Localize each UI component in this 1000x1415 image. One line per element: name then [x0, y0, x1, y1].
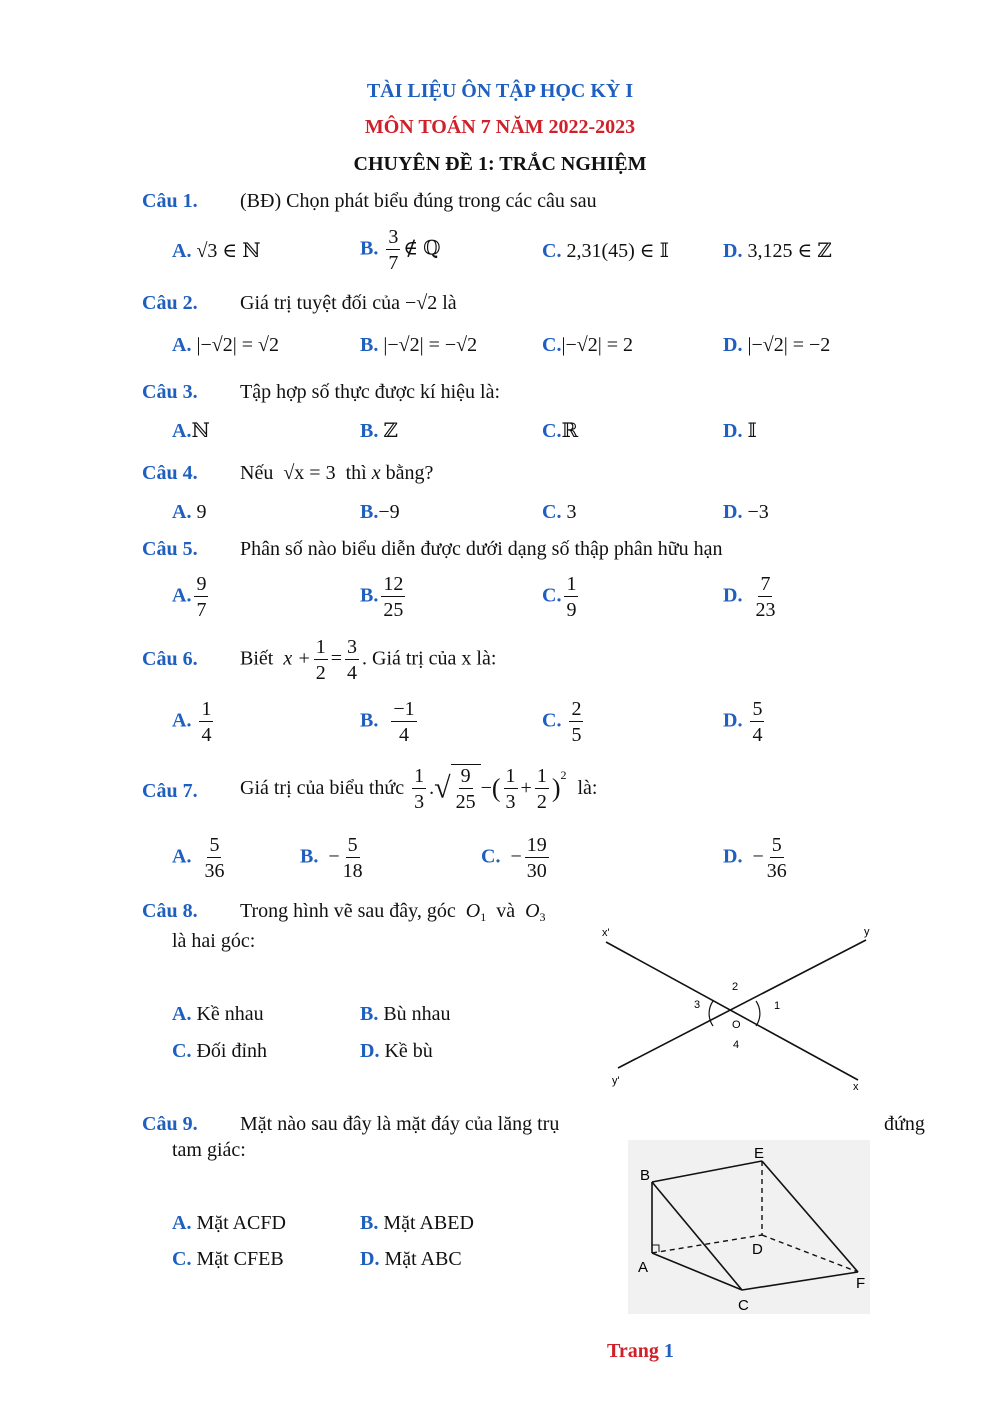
question-7-label: Câu 7. [142, 780, 198, 802]
option-label: A. [172, 334, 192, 356]
label-angle-4: 4 [733, 1039, 740, 1051]
option-label: D. [723, 240, 743, 262]
question-5-label: Câu 5. [142, 538, 198, 560]
q5-option-c[interactable] [542, 573, 581, 621]
q2-option-b[interactable] [360, 334, 477, 357]
figure-background [628, 1140, 870, 1314]
question-4-text: Nếu √x = 3 thì x bằng? [240, 462, 434, 484]
q5-option-a[interactable] [172, 573, 211, 621]
header-title-3: CHUYÊN ĐỀ 1: TRẮC NGHIỆM [353, 153, 647, 175]
option-label: C. [542, 240, 562, 262]
fraction: $\frac{9}{7}$ [196, 573, 207, 621]
q6-option-d[interactable] [723, 698, 767, 746]
fraction: $\frac{5}{18}$ [342, 834, 363, 882]
option-label: A. [172, 501, 192, 523]
page-footer: Trang 1 [607, 1340, 674, 1362]
question-6-text: Biết x + $\frac{1}{2}$ = $\frac{3}{4}$ . Giá trị của x là: [240, 636, 497, 684]
question-5-text: Phân số nào biểu diễn được dưới dạng số thập phân hữu hạn [240, 538, 723, 560]
q4-option-c[interactable] [542, 501, 576, 524]
option-label: B. [360, 584, 379, 607]
q1-b-math: ∉ ℚ [403, 237, 441, 260]
intersecting-lines-figure [588, 920, 888, 1095]
question-8-text-line2: là hai góc: [172, 930, 256, 952]
q1-d-math: 3,125 ∈ ℤ [747, 240, 832, 262]
fraction: $\frac{5}{36}$ [204, 834, 225, 882]
q4-option-b[interactable] [360, 501, 400, 524]
question-2-label: Câu 2. [142, 292, 198, 314]
q2-c-math: |−√2| = 2 [561, 334, 633, 356]
option-label: C. [172, 1248, 192, 1270]
line-yprime-y [618, 940, 866, 1068]
option-label: A. [172, 845, 192, 868]
q3-option-a[interactable] [172, 418, 210, 443]
header-title-2: MÔN TOÁN 7 NĂM 2022-2023 [364, 116, 636, 138]
option-label: B. [360, 237, 379, 260]
line-xprime-x [606, 942, 858, 1080]
option-label: B. [360, 420, 379, 442]
header-title-1: TÀI LIỆU ÔN TẬP HỌC KỲ I [366, 80, 634, 102]
q1-option-a[interactable] [172, 238, 261, 263]
q3-b-math: ℤ [383, 420, 398, 442]
question-9-text-end: đứng [884, 1113, 925, 1135]
option-label: A. [172, 709, 192, 732]
q6-option-a[interactable] [172, 698, 216, 746]
q4-b-value: −9 [378, 501, 400, 523]
q3-option-b[interactable] [360, 418, 398, 443]
fraction: $\frac{5}{4}$ [752, 698, 763, 746]
q8-option-b[interactable]: B. Bù nhau [360, 1003, 451, 1025]
q4-option-a[interactable] [172, 501, 206, 524]
q1-c-math: 2,31(45) ∈ 𝕀 [566, 240, 669, 262]
option-label: A. [172, 584, 192, 607]
q1-a-math: √3 ∈ ℕ [196, 240, 261, 262]
angle-arc-1 [756, 1001, 760, 1026]
option-label: D. [723, 709, 743, 732]
option-label: B. [360, 709, 379, 732]
fraction: $\frac{2}{5}$ [571, 698, 582, 746]
option-label: D. [723, 420, 743, 442]
q8-option-c[interactable]: C. Đối đỉnh [172, 1040, 268, 1062]
q6-option-b[interactable] [360, 698, 420, 746]
label-y: y [864, 926, 870, 938]
option-label: D. [723, 334, 743, 356]
option-label: A. [172, 240, 192, 262]
label-angle-3: 3 [694, 999, 701, 1011]
question-8-label: Câu 8. [142, 900, 198, 922]
option-label: B. [360, 1212, 379, 1234]
question-9-text: Mặt nào sau đây là mặt đáy của lăng trụ [240, 1113, 560, 1135]
vertex-f: F [856, 1275, 866, 1292]
question-3-label: Câu 3. [142, 381, 198, 403]
q6-option-c[interactable] [542, 698, 586, 746]
q3-c-math: ℝ [561, 420, 579, 442]
label-origin-o: O [732, 1019, 741, 1031]
label-angle-1: 1 [774, 1000, 781, 1012]
q3-option-d[interactable] [723, 418, 757, 443]
question-3-text: Tập hợp số thực được kí hiệu là: [240, 381, 500, 403]
angle-arc-3 [709, 1001, 713, 1026]
fraction: $\frac{7}{23}$ [755, 573, 776, 621]
q8-option-a[interactable]: A. Kề nhau [172, 1003, 264, 1025]
fraction: $\frac{19}{30}$ [526, 834, 547, 882]
q2-option-d[interactable] [723, 334, 830, 357]
option-label: D. [723, 501, 743, 523]
q9-option-c[interactable]: C. Mặt CFEB [172, 1248, 284, 1270]
option-label: C. [481, 845, 501, 868]
label-x-prime: x' [602, 927, 610, 939]
q7-option-d[interactable]: D. − $\frac{5}{36}$ [723, 834, 787, 882]
q7-option-b[interactable]: B. − $\frac{5}{18}$ [300, 834, 363, 882]
question-2-text: Giá trị tuyệt đối của −√2 là [240, 292, 457, 314]
option-label: A. [172, 1003, 192, 1025]
question-1-text: (BĐ) Chọn phát biểu đúng trong các câu sau [240, 190, 597, 212]
option-label: C. [542, 334, 562, 356]
q9-option-d[interactable]: D. Mặt ABC [360, 1248, 462, 1270]
option-label: B. [300, 845, 319, 868]
q3-d-math: 𝕀 [747, 420, 757, 442]
q8-option-d[interactable]: D. Kề bù [360, 1040, 433, 1062]
q7-option-a[interactable] [172, 834, 227, 882]
triangular-prism-figure [628, 1140, 870, 1314]
question-6-label: Câu 6. [142, 648, 198, 670]
fraction: $\frac{12}{25}$ [383, 573, 404, 621]
option-label: C. [542, 420, 562, 442]
label-y-prime: y' [612, 1075, 620, 1087]
option-label: B. [360, 501, 379, 523]
vertex-e: E [754, 1145, 765, 1162]
option-label: D. [723, 584, 743, 607]
option-label: A. [172, 420, 192, 442]
q5-option-b[interactable] [360, 573, 408, 621]
q2-option-a[interactable] [172, 334, 279, 357]
vertex-b: B [640, 1167, 651, 1184]
q2-a-math: |−√2| = √2 [196, 334, 279, 356]
q7-option-c[interactable]: C. − $\frac{19}{30}$ [481, 834, 547, 882]
option-label: B. [360, 1003, 379, 1025]
option-label: C. [542, 709, 562, 732]
fraction: $\frac{1}{9}$ [566, 573, 577, 621]
q2-d-math: |−√2| = −2 [747, 334, 831, 356]
question-9-text-line2: tam giác: [172, 1139, 246, 1161]
q4-a-value: 9 [196, 501, 207, 523]
option-label: C. [542, 501, 562, 523]
fraction: $\frac{1}{4}$ [201, 698, 212, 746]
q3-a-math: ℕ [191, 420, 210, 442]
option-label: B. [360, 334, 379, 356]
q4-d-value: −3 [747, 501, 769, 523]
q1-option-d[interactable] [723, 238, 832, 263]
question-7-text: Giá trị của biểu thức $\frac{1}{3}$ .√ $\frac{9}{25}$ −( $\frac{1}{3}$ + $\frac{1}{2}$ )$^2$ là: [240, 764, 598, 813]
q2-option-c[interactable] [542, 334, 633, 357]
fraction: $\frac{-1}{4}$ [393, 698, 415, 746]
option-label: D. [723, 845, 743, 868]
vertex-c: C [738, 1297, 749, 1314]
option-label: C. [172, 1040, 192, 1062]
q9-option-b[interactable]: B. Mặt ABED [360, 1212, 474, 1234]
q5-option-d[interactable] [723, 573, 778, 621]
option-label: D. [360, 1248, 380, 1270]
label-x: x [853, 1081, 859, 1093]
q4-c-value: 3 [566, 501, 577, 523]
q9-option-a[interactable]: A. Mặt ACFD [172, 1212, 286, 1234]
question-8-text: Trong hình vẽ sau đây, góc $O_1$ và $O_3$ [240, 900, 546, 924]
q3-option-c[interactable] [542, 418, 578, 443]
option-label: A. [172, 1212, 192, 1234]
option-label: D. [360, 1040, 380, 1062]
fraction: $\frac{3}{7}$ [388, 226, 399, 274]
question-4-label: Câu 4. [142, 462, 198, 484]
q1-option-b[interactable] [360, 226, 441, 274]
fraction: $\frac{5}{36}$ [766, 834, 787, 882]
option-label: C. [542, 584, 562, 607]
q4-option-d[interactable] [723, 501, 769, 524]
vertex-a: A [638, 1259, 649, 1276]
q1-option-c[interactable] [542, 238, 669, 263]
label-angle-2: 2 [732, 981, 739, 993]
question-9-label: Câu 9. [142, 1113, 198, 1135]
vertex-d: D [752, 1241, 763, 1258]
q2-b-math: |−√2| = −√2 [383, 334, 478, 356]
question-1-label: Câu 1. [142, 190, 198, 212]
